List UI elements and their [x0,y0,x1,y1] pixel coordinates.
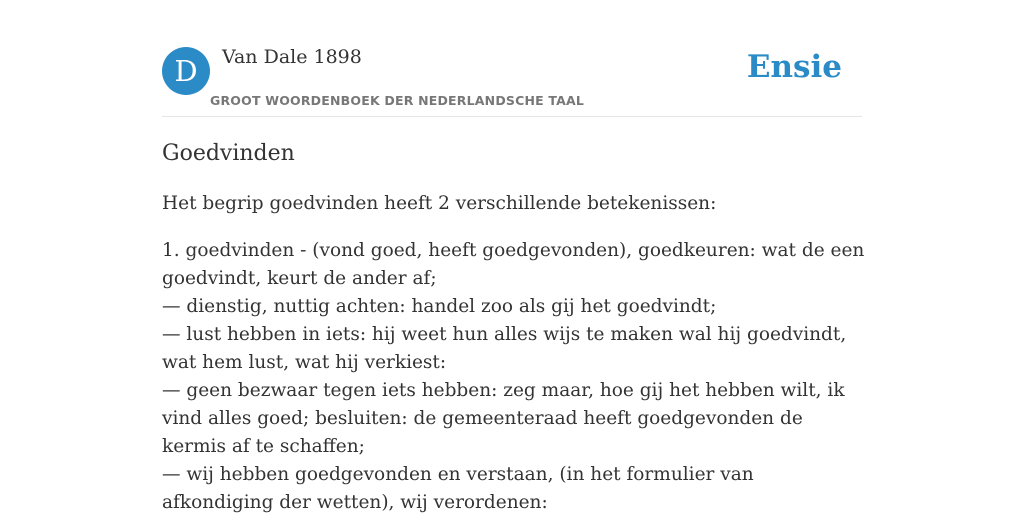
brand-logo[interactable]: Ensie [746,49,842,85]
entry-content [162,138,866,517]
source-title[interactable]: Van Dale 1898 [222,46,362,68]
site-header [162,46,862,117]
definition-line: — dienstig, nuttig achten: handel zoo als gij het goedvindt; [162,296,717,317]
definition-text [162,237,866,517]
source-logo[interactable]: D [162,47,210,95]
definition-line: — geen bezwaar tegen iets hebben: zeg maar, hoe gij het hebben wilt, ik vind alles goed; besluiten: de gemeenteraad heeft goedgevonden de kermis af te schaffen; [162,380,845,457]
entry-intro: Het begrip goedvinden heeft 2 verschillende betekenissen: [162,193,717,214]
definition-line: — lust hebben in iets: hij weet hun alles wijs te maken wal hij goedvindt, wat hem lust, wat hij verkiest: [162,324,847,373]
definition-line: — wij hebben goedgevonden en verstaan, (in het formulier van afkondiging der wetten), wij verordenen: [162,464,754,513]
page-title: Goedvinden [162,141,295,166]
source-subtitle: GROOT WOORDENBOEK DER NEDERLANDSCHE TAAL [210,93,585,108]
definition-line: 1. goedvinden - (vond goed, heeft goedgevonden), goedkeuren: wat de een goedvindt, keurt de ander af; [162,240,865,289]
